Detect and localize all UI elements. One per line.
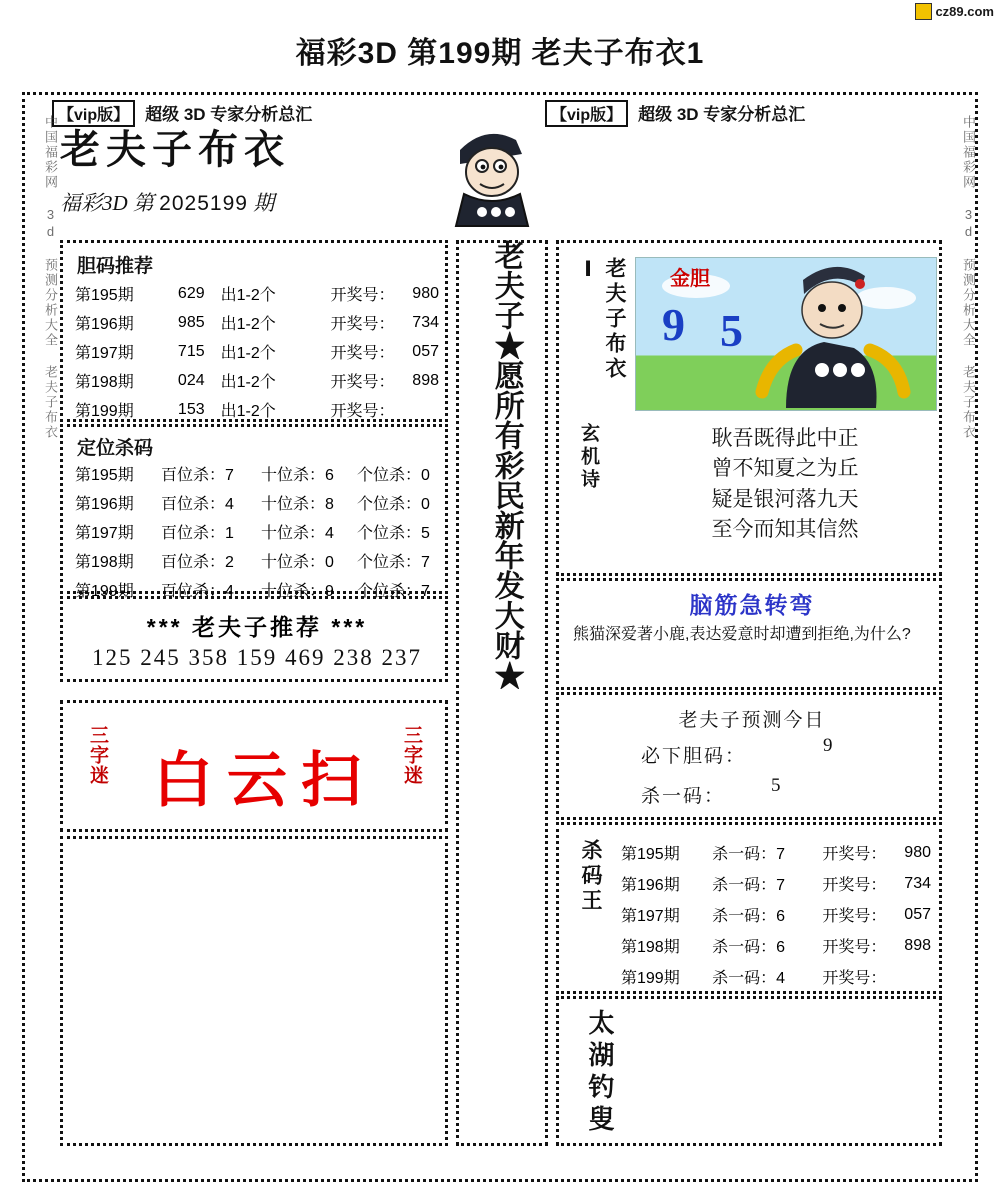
logo-square-icon [915, 3, 932, 20]
table-row [75, 395, 439, 424]
dan-note: 出1-2个 [220, 374, 276, 391]
poem-line: 曾不知夏之为丘 [711, 456, 859, 481]
kk-draw: 980 [904, 843, 931, 861]
kk-period: 第197期 [621, 908, 680, 925]
table-row [75, 459, 439, 488]
riddle-word: 白云扫 [153, 748, 375, 814]
dan-code: 629 [177, 284, 205, 302]
kill-bai: 百位杀：4 [161, 583, 234, 600]
page-title [38, 26, 962, 74]
kk-draw: 898 [904, 936, 931, 954]
dan-draw: 057 [412, 342, 439, 360]
xuanji-poem [635, 423, 935, 545]
kill-period: 第198期 [75, 554, 134, 571]
kill-bai: 百位杀：7 [161, 467, 234, 484]
three-char-riddle-box [60, 700, 448, 832]
vip-header-right [545, 100, 805, 127]
table-row [621, 930, 931, 961]
slogan-text: 老夫子★愿所有彩民新年发大财★ [489, 240, 523, 690]
kill-bai: 百位杀：4 [161, 496, 234, 513]
poem-line: 疑是银河落九天 [711, 486, 859, 511]
kill-shi: 十位杀：6 [261, 467, 334, 484]
side-text-right: 中国福彩网 3d 预测分析大全 老夫子布衣 [961, 115, 976, 440]
cartoon-scene [635, 257, 937, 411]
side-text-left: 中国福彩网 3d 预测分析大全 老夫子布衣 [43, 115, 58, 440]
dan-period: 第197期 [75, 345, 134, 362]
table-row [621, 837, 931, 868]
predict-sha-label: 杀一码： [641, 786, 726, 807]
jindan-number-2: 5 [720, 305, 743, 356]
table-row [621, 899, 931, 930]
recommend-numbers: 125 245 358 159 469 238 237 [92, 645, 422, 670]
kk-period: 第198期 [621, 939, 680, 956]
kill-king-box [556, 822, 942, 994]
table-row [75, 308, 439, 337]
kk-draw-label: 开奖号： [822, 846, 887, 863]
dan-draw-label: 开奖号： [330, 316, 395, 333]
riddle-label-left: 三字迷 [86, 725, 108, 785]
kill-shi: 十位杀：8 [261, 496, 334, 513]
xuanji-vsub: 玄机诗 [578, 423, 599, 492]
table-row [75, 546, 439, 575]
kk-kill: 杀一码：4 [712, 970, 786, 987]
dan-draw: 980 [412, 284, 439, 302]
kill-king-table [621, 837, 931, 992]
dan-note: 出1-2个 [220, 403, 276, 420]
kk-kill: 杀一码：7 [712, 877, 786, 894]
table-row [75, 517, 439, 546]
masthead-subtitle [60, 187, 470, 217]
page-title-text: 福彩3D 第199期 老夫子布衣1 [295, 37, 705, 70]
masthead-sub-prefix: 福彩3D 第 [60, 191, 154, 215]
brain-teaser-box [556, 578, 942, 690]
kill-ge: 个位杀：7 [357, 583, 430, 600]
kill-period: 第196期 [75, 496, 134, 513]
kill-period: 第199期 [75, 583, 134, 600]
dan-period: 第199期 [75, 403, 134, 420]
dan-period: 第196期 [75, 316, 134, 333]
dan-note: 出1-2个 [220, 316, 276, 333]
dan-code: 153 [177, 400, 205, 418]
poem-line: 至今而知其信然 [711, 517, 859, 542]
kk-draw-label: 开奖号： [822, 908, 887, 925]
predict-box [556, 692, 942, 820]
kill-ge: 个位杀：7 [357, 554, 430, 571]
vip-text-right: 超级 3D 专家分析总汇 [638, 105, 806, 124]
slogan-vertical-text [470, 240, 542, 1140]
empty-left-box [60, 836, 448, 1146]
dan-code-table [75, 279, 439, 424]
dan-draw-label: 开奖号： [330, 403, 395, 420]
kill-ge: 个位杀：0 [357, 467, 430, 484]
logo-text: cz89.com [935, 4, 994, 19]
recommend-title: *** 老夫子推荐 *** [146, 614, 368, 640]
dan-period: 第195期 [75, 287, 134, 304]
cartoon-face-icon [430, 116, 550, 228]
site-logo[interactable] [915, 3, 994, 20]
table-row [75, 279, 439, 308]
table-row [75, 488, 439, 517]
kk-period: 第196期 [621, 877, 680, 894]
kk-kill: 杀一码：7 [712, 846, 786, 863]
predict-sha-value: 5 [771, 775, 783, 796]
kk-period: 第195期 [621, 846, 680, 863]
table-row [621, 868, 931, 899]
poem-line: 耿吾既得此中正 [711, 426, 859, 450]
vip-badge-left: 【vip版】 [52, 100, 135, 127]
kill-shi: 十位杀：4 [261, 525, 334, 542]
dan-code: 985 [177, 313, 205, 331]
dan-code-title: 胆码推荐 [77, 256, 154, 277]
dan-draw: 898 [412, 371, 439, 389]
kill-bai: 百位杀：2 [161, 554, 234, 571]
taihu-text: 太湖钓叟 [585, 1009, 614, 1137]
kk-draw-label: 开奖号： [822, 970, 887, 987]
masthead [60, 118, 470, 228]
predict-title: 老夫子预测今日 [678, 710, 826, 731]
riddle-label-right: 三字迷 [401, 725, 422, 785]
kk-period: 第199期 [621, 970, 680, 987]
xuanji-box [556, 240, 942, 576]
brain-teaser-title: 脑筋急转弯 [689, 593, 815, 618]
kk-kill: 杀一码：6 [712, 908, 786, 925]
table-row [75, 366, 439, 395]
dan-code: 715 [177, 342, 205, 360]
table-row [621, 961, 931, 992]
kk-draw [886, 961, 931, 992]
dan-draw-label: 开奖号： [330, 374, 395, 391]
kill-ge: 个位杀：0 [357, 496, 430, 513]
kill-period: 第195期 [75, 467, 134, 484]
position-kill-title: 定位杀码 [77, 438, 154, 459]
dan-draw-label: 开奖号： [330, 345, 395, 362]
table-row [75, 337, 439, 366]
kill-shi: 十位杀：0 [261, 554, 334, 571]
predict-dan-value: 9 [823, 735, 835, 756]
dan-code: 024 [177, 371, 205, 389]
predict-dan-label: 必下胆码： [641, 746, 747, 767]
masthead-title: 老夫子布衣 [60, 127, 290, 172]
position-kill-table [75, 459, 439, 604]
recommend-box [60, 596, 448, 682]
xuanji-vtitle: 老夫子布衣Ⅰ [576, 257, 626, 382]
dan-note: 出1-2个 [220, 287, 276, 304]
masthead-issue: 2025199 [159, 192, 248, 215]
jindan-number-1: 9 [662, 299, 685, 350]
kk-draw: 057 [904, 905, 931, 923]
brain-teaser-question: 熊猫深爱著小鹿,表达爱意时却遭到拒绝,为什么? [573, 626, 911, 643]
dan-draw: 734 [412, 313, 439, 331]
kill-ge: 个位杀：5 [357, 525, 430, 542]
kill-bai: 百位杀：1 [161, 525, 234, 542]
kk-draw-label: 开奖号： [822, 877, 887, 894]
position-kill-box [60, 424, 448, 600]
masthead-sub-suffix: 期 [253, 191, 275, 215]
kill-period: 第197期 [75, 525, 134, 542]
kk-kill: 杀一码：6 [712, 939, 786, 956]
taihu-box [556, 996, 942, 1146]
dan-note: 出1-2个 [220, 345, 276, 362]
kk-draw-label: 开奖号： [822, 939, 887, 956]
dan-draw [395, 395, 440, 424]
kill-king-vtitle: 杀码王 [579, 839, 602, 914]
kk-draw: 734 [904, 874, 931, 892]
vip-badge-right: 【vip版】 [545, 100, 628, 127]
dan-code-box [60, 240, 448, 422]
kill-shi: 十位杀：9 [261, 583, 334, 600]
dan-period: 第198期 [75, 374, 134, 391]
vip-text-left: 超级 3D 专家分析总汇 [145, 105, 313, 124]
jindan-label: 金胆 [670, 268, 710, 290]
dan-draw-label: 开奖号： [330, 287, 395, 304]
